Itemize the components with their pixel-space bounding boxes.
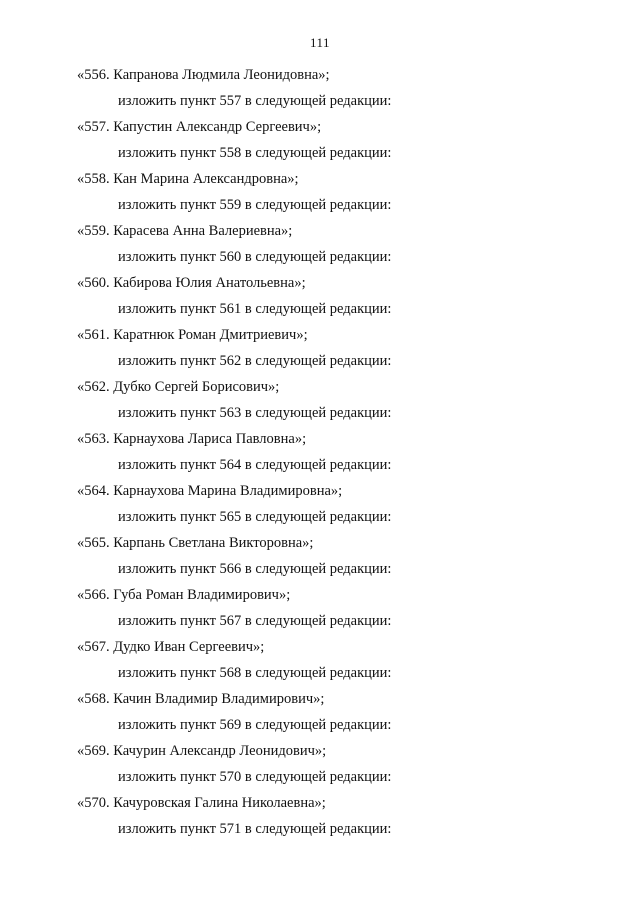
list-item <box>0 376 640 428</box>
instruction-text: изложить пункт 559 в следующей редакции: <box>118 197 392 213</box>
item-text: «558. Кан Марина Александровна»; <box>77 171 299 187</box>
item-text: «563. Карнаухова Лариса Павловна»; <box>77 431 307 447</box>
page-number: 111 <box>309 35 331 50</box>
item-text: «556. Капранова Людмила Леонидовна»; <box>77 67 330 83</box>
instruction-text: изложить пункт 568 в следующей редакции: <box>118 665 392 681</box>
list-item <box>0 116 640 168</box>
item-text: «560. Кабирова Юлия Анатольевна»; <box>77 275 306 291</box>
item-text: «562. Дубко Сергей Борисович»; <box>77 379 280 395</box>
list-item <box>0 272 640 324</box>
list-item <box>0 532 640 584</box>
instruction-text: изложить пункт 564 в следующей редакции: <box>118 457 392 473</box>
item-text: «566. Губа Роман Владимирович»; <box>77 587 291 603</box>
instruction-text: изложить пункт 566 в следующей редакции: <box>118 561 392 577</box>
item-text: «569. Качурин Александр Леонидович»; <box>77 743 327 759</box>
instruction-text: изложить пункт 561 в следующей редакции: <box>118 301 392 317</box>
instruction-text: изложить пункт 567 в следующей редакции: <box>118 613 392 629</box>
item-text: «557. Капустин Александр Сергеевич»; <box>77 119 322 135</box>
list-item <box>0 688 640 740</box>
item-text: «568. Качин Владимир Владимирович»; <box>77 691 325 707</box>
item-text: «565. Карпань Светлана Викторовна»; <box>77 535 314 551</box>
list-item <box>0 584 640 636</box>
instruction-text: изложить пункт 571 в следующей редакции: <box>118 821 392 837</box>
instruction-text: изложить пункт 563 в следующей редакции: <box>118 405 392 421</box>
list-item <box>0 428 640 480</box>
instruction-text: изложить пункт 560 в следующей редакции: <box>118 249 392 265</box>
entries-list <box>0 64 640 844</box>
list-item <box>0 636 640 688</box>
list-item <box>0 792 640 844</box>
item-text: «567. Дудко Иван Сергеевич»; <box>77 639 265 655</box>
instruction-text: изложить пункт 569 в следующей редакции: <box>118 717 392 733</box>
item-text: «564. Карнаухова Марина Владимировна»; <box>77 483 343 499</box>
instruction-text: изложить пункт 570 в следующей редакции: <box>118 769 392 785</box>
item-text: «561. Каратнюк Роман Дмитриевич»; <box>77 327 308 343</box>
item-text: «570. Качуровская Галина Николаевна»; <box>77 795 326 811</box>
instruction-text: изложить пункт 565 в следующей редакции: <box>118 509 392 525</box>
list-item <box>0 740 640 792</box>
instruction-text: изложить пункт 562 в следующей редакции: <box>118 353 392 369</box>
list-item <box>0 324 640 376</box>
list-item <box>0 168 640 220</box>
instruction-text: изложить пункт 558 в следующей редакции: <box>118 145 392 161</box>
list-item <box>0 64 640 116</box>
instruction-text: изложить пункт 557 в следующей редакции: <box>118 93 392 109</box>
list-item <box>0 480 640 532</box>
item-text: «559. Карасева Анна Валериевна»; <box>77 223 293 239</box>
list-item <box>0 220 640 272</box>
